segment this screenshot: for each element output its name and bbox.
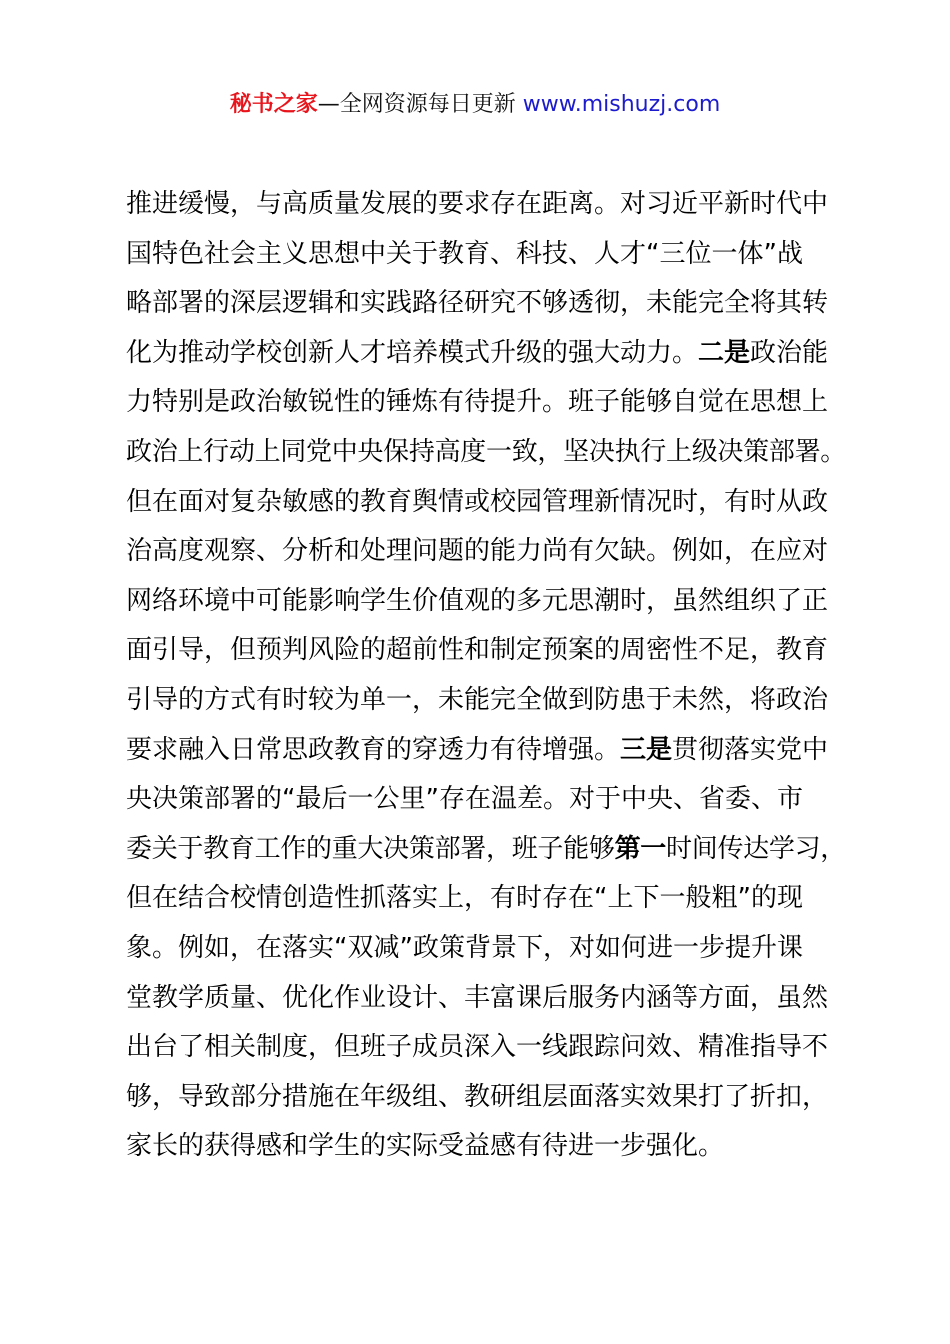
text-line: [126, 775, 846, 825]
document-body: [126, 180, 846, 1172]
text-line: [126, 329, 846, 379]
text-line: [126, 577, 846, 627]
text-line: [126, 1122, 846, 1172]
text-segment: 家长的获得感和学生的实际受益感有待进一步强化。: [126, 1131, 725, 1162]
text-segment: 象。例如，在落实“双减”政策背景下，对如何进一步提升课: [126, 932, 803, 963]
text-line: [126, 626, 846, 676]
text-segment: 化为推动学校创新人才培养模式升级的强大动力。: [126, 337, 699, 368]
text-segment: 引导的方式有时较为单一，未能完全做到防患于未然，将政治: [126, 684, 829, 715]
text-segment: 政治能: [750, 337, 829, 368]
text-line: [126, 180, 846, 230]
text-line: [126, 230, 846, 280]
text-line: [126, 874, 846, 924]
text-segment: 但在面对复杂敏感的教育舆情或校园管理新情况时，有时从政: [126, 486, 829, 517]
text-line: [126, 279, 846, 329]
text-segment: 力特别是政治敏锐性的锤炼有待提升。班子能够自觉在思想上: [126, 387, 829, 418]
text-segment: 央决策部署的“最后一公里”存在温差。对于中央、省委、市: [126, 784, 803, 815]
text-segment: 堂教学质量、优化作业设计、丰富课后服务内涵等方面，虽然: [126, 982, 829, 1013]
text-segment: 但在结合校情创造性抓落实上，有时存在“上下一般粗”的现: [126, 883, 803, 914]
bold-keyword: 第一: [614, 833, 667, 864]
bold-keyword: 二是: [698, 337, 751, 368]
brand-name: 秘书之家: [229, 92, 318, 117]
text-segment: 政治上行动上同党中央保持高度一致，坚决执行上级决策部署。: [126, 436, 847, 467]
text-segment: 委关于教育工作的重大决策部署，班子能够: [126, 833, 615, 864]
text-line: [126, 974, 846, 1024]
header-tagline: —全网资源每日更新: [317, 92, 523, 117]
text-segment: 贯彻落实党中: [672, 734, 829, 765]
text-segment: 略部署的深层逻辑和实践路径研究不够透彻，未能完全将其转: [126, 288, 829, 319]
text-line: [126, 428, 846, 478]
text-line: [126, 527, 846, 577]
text-segment: 时间传达学习，: [666, 833, 847, 864]
text-line: [126, 1073, 846, 1123]
text-line: [126, 478, 846, 528]
text-segment: 治高度观察、分析和处理问题的能力尚有欠缺。例如，在应对: [126, 536, 829, 567]
site-url-link[interactable]: www.mishuzj.com: [522, 92, 721, 117]
text-segment: 网络环境中可能影响学生价值观的多元思潮时，虽然组织了正: [126, 585, 829, 616]
text-segment: 出台了相关制度，但班子成员深入一线跟踪问效、精准指导不: [126, 1032, 829, 1063]
text-line: [126, 378, 846, 428]
text-segment: 推进缓慢，与高质量发展的要求存在距离。对习近平新时代中: [126, 189, 829, 219]
text-line: [126, 1023, 846, 1073]
text-line: [126, 924, 846, 974]
text-segment: 够，导致部分措施在年级组、教研组层面落实效果打了折扣，: [126, 1081, 829, 1112]
text-line: [126, 726, 846, 776]
text-segment: 面引导，但预判风险的超前性和制定预案的周密性不足，教育: [126, 635, 829, 666]
text-line: [126, 676, 846, 726]
text-segment: 国特色社会主义思想中关于教育、科技、人才“三位一体”战: [126, 238, 803, 269]
text-segment: 要求融入日常思政教育的穿透力有待增强。: [126, 734, 621, 765]
bold-keyword: 三是: [620, 734, 673, 765]
page-header: [0, 88, 950, 122]
text-line: [126, 825, 846, 875]
